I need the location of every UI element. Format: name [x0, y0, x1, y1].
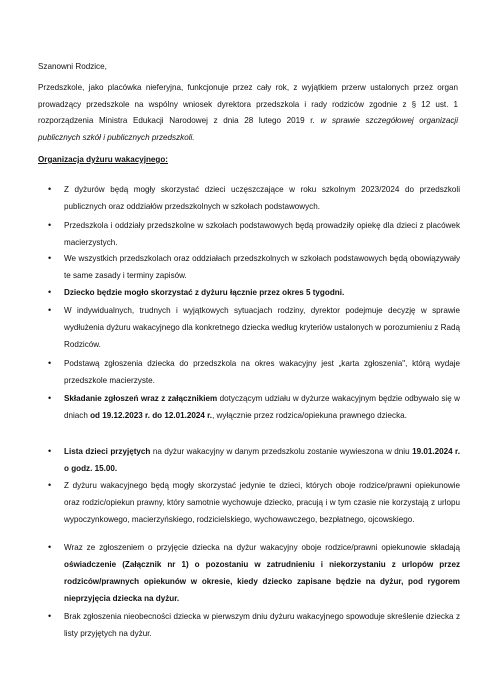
list-item: [48, 477, 460, 528]
bullet-icon: •: [48, 184, 52, 194]
list-item-text: [64, 477, 460, 528]
item-text: Z dyżuru wakacyjnego będą mogły skorzystać jedynie te dzieci, których oboje rodzice/prawni opiekunowie oraz rodzic/opiekun prawny, który samotnie wychowuje dziecko, pracują i w tym czasie nie korzystają z urlopu wypoczynkowego, macierzyńskiego, rodzicielskiego, wychowawczego, bezpłatnego, ojcowskiego.: [64, 481, 460, 524]
item-text: na dyżur wakacyjny w danym przedszkolu zostanie wywieszona w dniu: [150, 447, 413, 456]
item-text-bold: od 19.12.2023 r. do 12.01.2024 r.: [90, 411, 213, 420]
item-text-bold: 19.01.2024 r. o godz. 15.00.: [64, 447, 461, 473]
item-text: Przedszkola i oddziały przedszkolne w szkołach podstawowych będą prowadziły opiekę dla dzieci z placówek macierzystych.: [64, 221, 460, 247]
list-item: [48, 181, 460, 215]
item-text: Podstawą zgłoszenia dziecka do przedszkola na okres wakacyjny jest „karta zgłoszenia", którą wydaje przedszkole macierzyste.: [64, 359, 460, 385]
bullet-icon: •: [48, 542, 52, 552]
list-item-text: [64, 608, 460, 642]
intro-paragraph: [38, 80, 458, 146]
list-item-text: [64, 443, 460, 477]
item-text: Z dyżurów będą mogły skorzystać dzieci uczęszczające w roku szkolnym 2023/2024 do przedszkoli publicznych oraz oddziałów przedszkolnych w szkołach podstawowych.: [64, 185, 460, 211]
greeting: Szanowni Rodzice,: [38, 62, 107, 71]
bullet-icon: •: [48, 611, 52, 621]
list-item: [48, 443, 460, 477]
bullet-icon: •: [48, 480, 52, 490]
item-text-bold: oświadczenie (Załącznik nr 1) o pozostaniu w zatrudnieniu i niekorzystaniu z urlopów przez rodziców/prawnych opiekunów w okresie, kiedy dziecko zapisane będzie na dyżur, pod rygorem nieprzyjęcia dziecka na dyżur.: [64, 560, 460, 603]
list-item: [48, 217, 460, 251]
intro-italic-title: w sprawie szczegółowej organizacji publicznych szkół i publicznych przedszkoli.: [38, 116, 458, 142]
list-item-text: [64, 302, 460, 353]
bullet-icon: •: [48, 393, 52, 403]
bullet-icon: •: [48, 287, 52, 297]
bullet-icon: •: [48, 446, 52, 456]
list-item: [48, 608, 460, 642]
item-text: Wraz ze zgłoszeniem o przyjęcie dziecka na dyżur wakacyjny oboje rodzice/prawni opiekunowie składają: [64, 543, 460, 552]
item-text: We wszystkich przedszkolach oraz oddziałach przedszkolnych w szkołach podstawowych będą obowiązywały te same zasady i terminy zapisów.: [64, 254, 460, 280]
item-text: dotyczącym udziału w dyżurze wakacyjnym będzie odbywało się w dniach: [64, 394, 460, 420]
bullet-icon: •: [48, 253, 52, 263]
list-item: [48, 250, 460, 284]
bullet-icon: •: [48, 358, 52, 368]
list-item-text: [64, 355, 460, 389]
list-item-text: [64, 217, 460, 251]
bullet-icon: •: [48, 220, 52, 230]
list-item-text: [64, 390, 460, 424]
item-text: W indywidualnych, trudnych i wyjątkowych sytuacjach rodziny, dyrektor podejmuje decyzję w sprawie wydłużenia dyżuru wakacyjnego dla konkretnego dziecka według kryteriów ustalonych w porozumieniu z Radą Rodziców.: [64, 306, 460, 349]
list-item: [48, 284, 460, 301]
list-item: [48, 355, 460, 389]
list-item-text: [64, 250, 460, 284]
list-item: [48, 390, 460, 424]
list-item-text: [64, 539, 460, 607]
list-item-text: [64, 181, 460, 215]
item-text-bold: Składanie zgłoszeń wraz z załącznikiem: [64, 394, 218, 403]
item-text: Brak zgłoszenia nieobecności dziecka w pierwszym dniu dyżuru wakacyjnego spowoduje skreślenie dziecka z listy przyjętych na dyżur.: [64, 612, 460, 638]
item-text: , wyłącznie przez rodzica/opiekuna prawnego dziecka.: [212, 411, 407, 420]
list-item: [48, 539, 460, 607]
intro-text: Przedszkole, jako placówka nieferyjna, funkcjonuje przez cały rok, z wyjątkiem przerw ustalonych przez organ prowadzący przedszkole na wspólny wniosek dyrektora przedszkola i rady rodziców zgodnie z § 12 ust. 1 rozporządzenia Ministra Edukacji Narodowej z dnia 28 lutego 2019 r.: [38, 83, 458, 125]
list-item-text: [64, 284, 460, 301]
item-text-bold: Dziecko będzie mogło skorzystać z dyżuru łącznie przez okres 5 tygodni.: [64, 288, 345, 297]
list-item: [48, 302, 460, 353]
section-heading: Organizacja dyżuru wakacyjnego:: [38, 155, 168, 164]
item-text-bold: Lista dzieci przyjętych: [64, 447, 151, 456]
bullet-icon: •: [48, 305, 52, 315]
